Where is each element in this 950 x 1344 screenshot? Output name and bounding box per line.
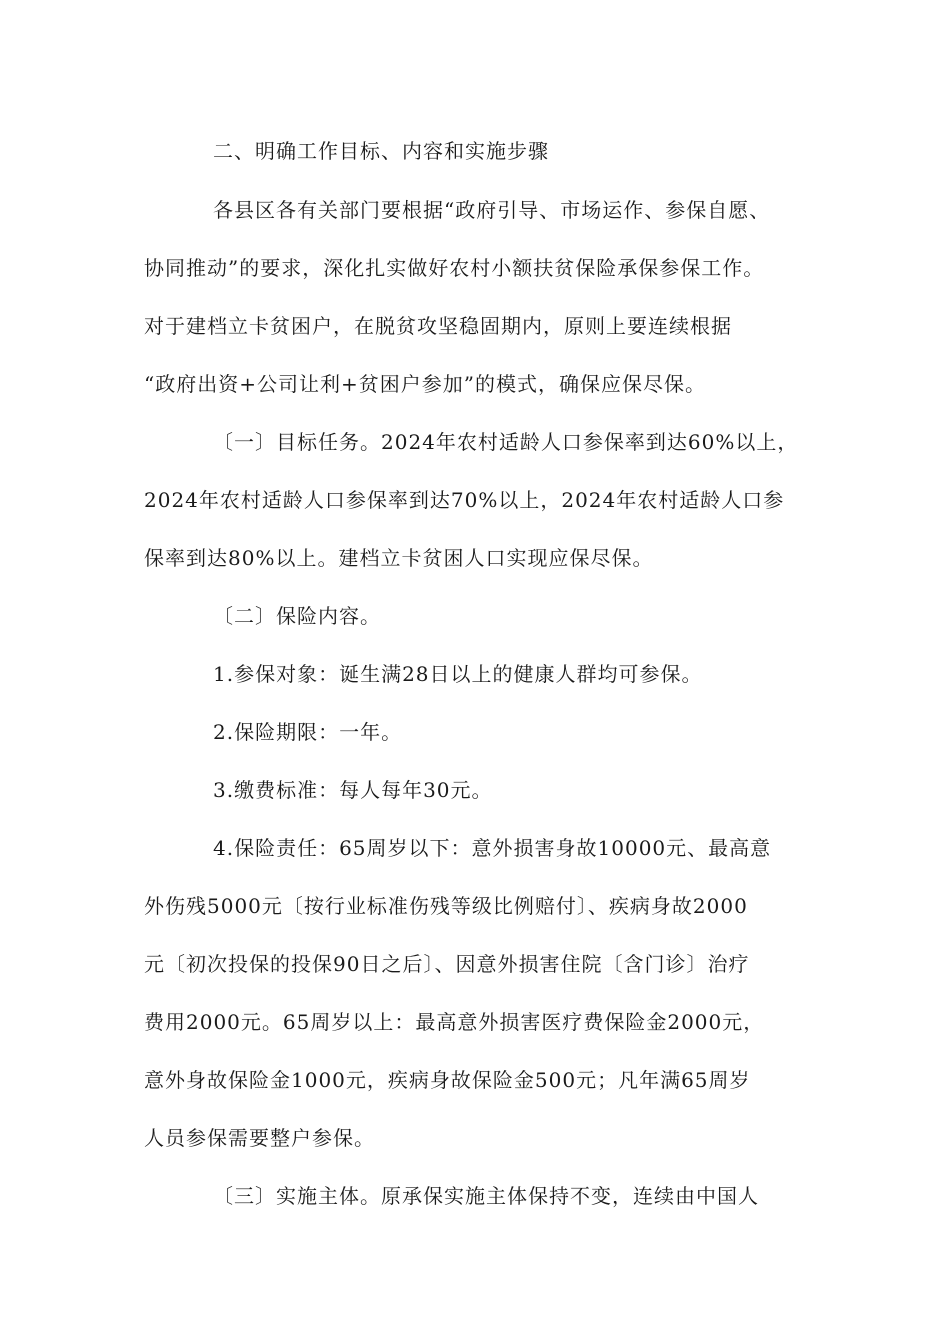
paragraph-line: 〔三〕实施主体。原承保实施主体保持不变，连续由中国人 <box>213 1184 759 1208</box>
subsection-heading: 〔二〕保险内容。 <box>213 604 381 628</box>
paragraph-line: 〔一〕目标任务。2024年农村适龄人口参保率到达60%以上， <box>213 430 799 454</box>
paragraph-line: 人员参保需要整户参保。 <box>144 1126 375 1150</box>
list-item: 4.保险责任：65周岁以下：意外损害身故10000元、最高意 <box>213 836 772 860</box>
paragraph-line: 保率到达80%以上。建档立卡贫困人口实现应保尽保。 <box>144 546 654 570</box>
list-item: 2.保险期限：一年。 <box>213 720 403 744</box>
paragraph-line: 元〔初次投保的投保90日之后〕、因意外损害住院〔含门诊〕治疗 <box>144 952 750 976</box>
list-item: 1.参保对象：诞生满28日以上的健康人群均可参保。 <box>213 662 703 686</box>
paragraph-line: 外伤残5000元〔按行业标准伤残等级比例赔付〕、疾病身故2000 <box>144 894 748 918</box>
paragraph-line: 费用2000元。65周岁以上：最高意外损害医疗费保险金2000元， <box>144 1010 765 1034</box>
list-item: 3.缴费标准：每人每年30元。 <box>213 778 493 802</box>
paragraph-line: 2024年农村适龄人口参保率到达70%以上，2024年农村适龄人口参 <box>144 488 785 512</box>
paragraph-line: 各县区各有关部门要根据“政府引导、市场运作、参保自愿、 <box>213 198 771 222</box>
paragraph-line: “政府出资+公司让利+贫困户参加”的模式，确保应保尽保。 <box>144 372 706 396</box>
section-heading: 二、明确工作目标、内容和实施步骤 <box>213 139 549 163</box>
paragraph-line: 对于建档立卡贫困户，在脱贫攻坚稳固期内，原则上要连续根据 <box>144 314 732 338</box>
paragraph-line: 意外身故保险金1000元，疾病身故保险金500元；凡年满65周岁 <box>144 1068 751 1092</box>
paragraph-line: 协同推动”的要求，深化扎实做好农村小额扶贫保险承保参保工作。 <box>144 256 765 280</box>
